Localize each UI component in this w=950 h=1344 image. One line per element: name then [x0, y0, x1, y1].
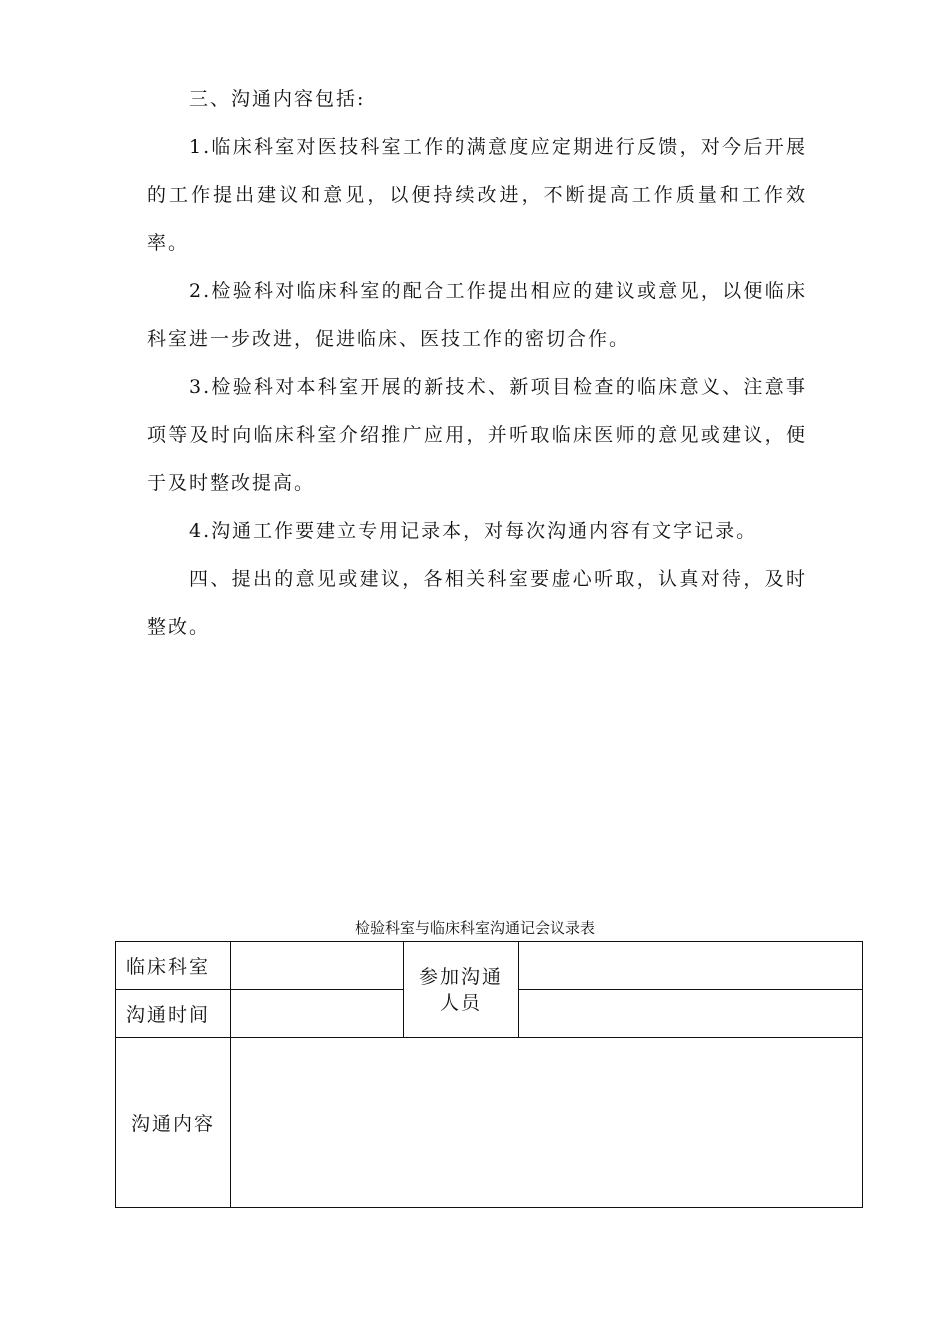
paragraph-2: 2.检验科对临床科室的配合工作提出相应的建议或意见，以便临床科室进一步改进，促进临床、医技工作的密切合作。: [147, 280, 807, 350]
participants-label-line2: 人员: [439, 991, 482, 1014]
paragraph-5: 四、提出的意见或建议，各相关科室要虚心听取，认真对待，及时整改。: [147, 568, 807, 638]
paragraph-4: 4.沟通工作要建立专用记录本，对每次沟通内容有文字记录。: [189, 520, 758, 542]
participants-label: [404, 942, 519, 1038]
document-body: [147, 75, 807, 651]
time-label: 沟通时间: [116, 990, 231, 1038]
participants-value-cell-1[interactable]: [519, 942, 863, 990]
participants-value-cell-2[interactable]: [519, 990, 863, 1038]
paragraph-1: 1.临床科室对医技科室工作的满意度应定期进行反馈，对今后开展的工作提出建议和意见，以便持续改进，不断提高工作质量和工作效率。: [147, 136, 807, 254]
paragraph-3: 3.检验科对本科室开展的新技术、新项目检查的临床意义、注意事项等及时向临床科室介绍推广应用，并听取临床医师的意见或建议，便于及时整改提高。: [147, 376, 807, 494]
content-label: 沟通内容: [116, 1038, 231, 1208]
table-title: 检验科室与临床科室沟通记会议录表: [354, 919, 595, 937]
time-value-cell[interactable]: [231, 990, 404, 1038]
participants-label-line1: 参加沟通: [418, 965, 503, 988]
section-heading: 三、沟通内容包括:: [189, 88, 366, 110]
department-value-cell[interactable]: [231, 942, 404, 990]
communication-record-table: [115, 941, 863, 1208]
content-value-cell[interactable]: [231, 1038, 863, 1208]
department-label: 临床科室: [116, 942, 231, 990]
